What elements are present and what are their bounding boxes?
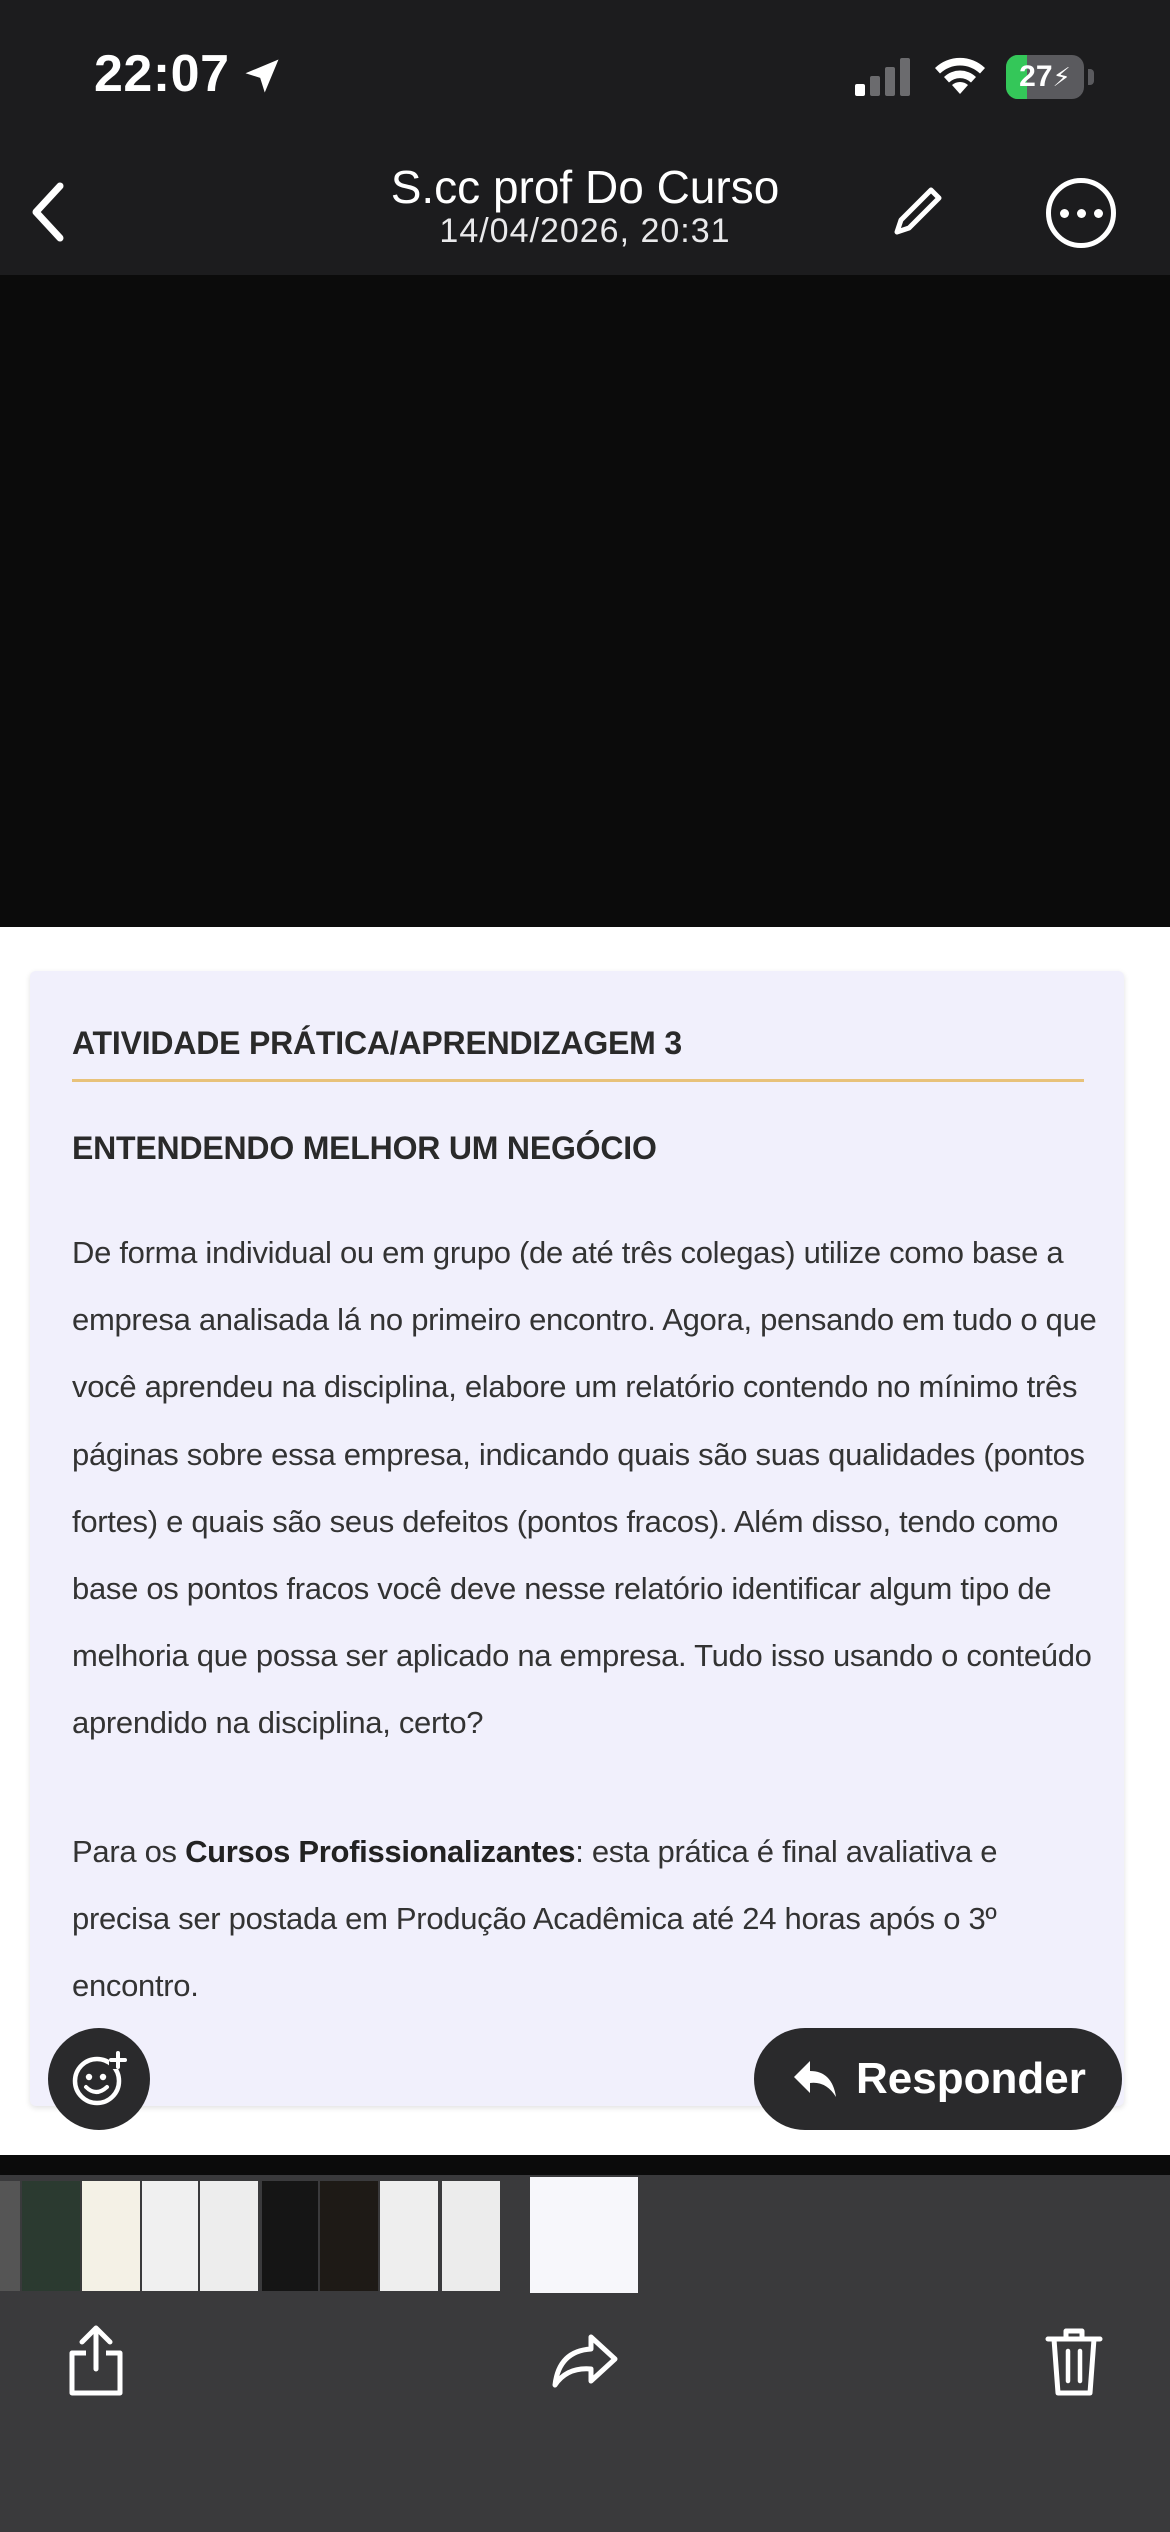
thumbnail-selected[interactable] [530, 2177, 638, 2293]
header-title: S.cc prof Do Curso [390, 161, 780, 213]
wifi-icon [932, 56, 988, 96]
share-button[interactable] [56, 2321, 136, 2401]
battery-percent: 27 [1019, 60, 1053, 93]
document-card [30, 971, 1124, 2106]
edit-button[interactable] [885, 178, 951, 244]
document-paragraph: De forma individual ou em grupo (de até três colegas) utilize como base a empresa analisada lá no primeiro encontro. Agora, pensando em tudo o que você aprendeu na disciplina, elabore um relatório contendo no mínimo três páginas sobre essa empresa, indicando quais são suas qualidades (pontos fortes) e quais são seus defeitos (pontos fracos). Além disso, tendo como base os pontos fracos você deve nesse relatório identificar algum tipo de melhoria que possa ser aplicado na empresa. Tudo isso usando o conteúdo aprendido na disciplina, certo? [72, 1235, 1097, 1741]
status-bar [0, 0, 1170, 150]
back-button[interactable] [18, 174, 78, 250]
thumbnail[interactable] [200, 2181, 258, 2291]
message-header [0, 150, 1170, 275]
document-paragraph-note: Para os Cursos Profissionalizantes: esta prática é final avaliativa e precisa ser postada em Produção Acadêmica até 24 horas após o 3º encontro. [72, 1834, 998, 2004]
document-heading: ATIVIDADE PRÁTICA/APRENDIZAGEM 3 [72, 1025, 682, 1061]
forward-button[interactable] [545, 2321, 625, 2401]
thumbnail[interactable] [262, 2181, 318, 2291]
thumbnail[interactable] [142, 2181, 198, 2291]
emoji-add-icon [69, 2049, 129, 2109]
chevron-left-icon [30, 182, 66, 242]
status-time: 22:07 [94, 45, 230, 103]
reply-button[interactable] [754, 2028, 1122, 2130]
ellipsis-circle-icon [1060, 209, 1069, 218]
thumbnail[interactable] [380, 2181, 438, 2291]
reply-arrow-icon [792, 2059, 838, 2099]
thumbnail[interactable] [82, 2181, 140, 2291]
thumbnail[interactable] [320, 2181, 378, 2291]
emoji-reaction-button[interactable] [48, 2028, 150, 2130]
location-arrow-icon [240, 54, 284, 98]
share-icon [66, 2325, 126, 2397]
header-date: 14/04/2026, 20:31 [439, 212, 731, 250]
pencil-icon [889, 182, 947, 240]
forward-icon [549, 2331, 621, 2391]
thumbnail[interactable] [0, 2181, 20, 2291]
cellular-signal-icon [855, 58, 913, 96]
battery-charging-icon: 27⚡ [1006, 55, 1096, 99]
delete-button[interactable] [1034, 2321, 1114, 2401]
trash-icon [1044, 2325, 1104, 2397]
document-bold-text: Cursos Profissionalizantes [185, 1834, 576, 1869]
bottom-toolbar [0, 2295, 1170, 2532]
document-subheading: ENTENDENDO MELHOR UM NEGÓCIO [72, 1130, 657, 1166]
more-button[interactable] [1046, 178, 1116, 248]
document-divider [72, 1079, 1084, 1082]
thumbnail[interactable] [22, 2181, 80, 2291]
thumbnail-strip[interactable] [0, 2175, 1170, 2295]
image-viewer[interactable] [0, 275, 1170, 2175]
reply-label: Responder [856, 2054, 1086, 2103]
document-image [0, 927, 1170, 2155]
thumbnail[interactable] [442, 2181, 500, 2291]
